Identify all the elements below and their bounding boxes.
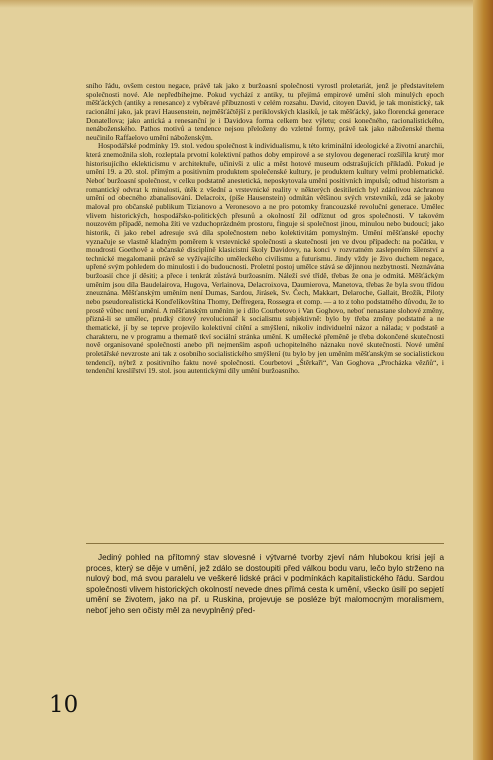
section-divider bbox=[86, 543, 444, 544]
paragraph-2: Hospodářské podmínky 19. stol. vedou společnost k individualismu, k této kriminální ideologické a životní anarchii, která znemožnila sloh, rozleptala prvotní kolektivní pathos doby empirové a se stylovou degenerací rozšířila krutý mor historisujícího eklekticismu v architektuře, učinivši z ulic a měst hotové museum odstrašujících příkladů. Pokud je umění 19. a 20. stol. přímým a positivním produktem společenské kultury, je produktem kultury velmi problematické. Neboť buržoasní společnost, v celku podstatně anestetická, neposkytovala umění positivních impulsů; odtud historism a romantický odvrat k minulosti, útěk z všední a vrstevnické reality v některých desítiletích byl zdánlivou záchranou umění od obecného zbanalisování. Delacroix, (píše Hausenstein) odmítán většinou svých vrstevníků, zdá se jakoby maloval pro občanské publikum Tizianovo a Veronesovo a ne pro potomky francouzské revoluční generace. Umělec vlivem historických, hospodářsko-politických přesunů a okolností žil odříznut od gros společnosti. V takovém nouzovém případě, nemoha žíti ve vzduchoprázdném prostoru, finguje si společnost jinou, minulou nebo budoucí; jako historik, či jako rebel adresuje svá díla společnostem nebo kolektivitám pomyslným. Umění měšťanské epochy vyznačuje se vlastně kladným poměrem k vrstevnické společnosti a skutečnosti jen ve dvou případech: na počátku, v moudrosti Goethově a občanské disciplíně klasicistní školy Davidovy, na konci v rozvratném zaslepeném šílenství a technické megalomanii právě se vyžívajícího uměleckého civilismu a futurismu. Jindy vždy je živo duchem negace, upřené svým pohledem do minulosti i do budoucnosti. Proletní postoj umělce stává se dějinnou nezbytností. Neznávána buržoasií chce jí děsiti; a přece i tenkrát zůstává buržoasním. Náleží své třídě, třebas že ona je odmítá. Měšťáckým uměním jsou díla Baudelairova, Hugova, Verlainova, Delacroixova, Daumierova, Manetova, třebas že byla svou třídou zneuznána. Měšťanským uměním není Dumas, Sardou, Jirásek, Sv. Čech, Makkart, Delaroche, Gallait, Brožík, Piloty nebo pseudorealistická Konďelíkovština Thomy, Deffregera, Rossegra et comp. — a to z toho podstatného důvodu, že to prostě vůbec není umění. A měšťanským uměním je i dílo Courbetovo i Van Goghovo, neboť nenastane slohové změny, přizná-li se umělec, prudký citový revolucionář k socialismu subjektivně: bylo by třeba změny podstatné a ne thematické, jí by se teprve projevilo kolektivní cítění a smýšlení, nikoliv individuelní názor a nálada; v podstatě a charakteru, ne v programu a thematě tkví sociální stránka umění. K umělecké přeměně je třeba dokončené skutečnosti nově organisované společnosti anebo při nejmenším aspoň uchopitelného náznaku nové skutečnosti. Nové umění proletářské nevzroste ani tak z osobního socialistického smýšlení (tu bylo by jen uměním měšťanským se socialistickou tendencí), nýbrž z positivního faktu nové společnosti. Courbetovi „Štěrkaři“, Van Goghova „Procházka vězňů“, i tendenční kreslířství 19. stol. jsou autentickými díly umění buržoasního. bbox=[86, 141, 444, 376]
paragraph-1: sního řádu, ovšem cestou negace, právě tak jako z buržoasní společnosti vyrostl proletariát, jenž je představitelem společnosti nové. Ale nepředbíhejme. Pokud vychází z antiky, tu přejímá empirové umění sloh minulých epoch měšťáckých (antiky a renesance) z vyběravé příbuznosti v celém rozsahu. David, citoyen David, je tak monistický, tak racionální jako, jak praví Hausenstein, nejměšťáčtější z periklovských klasiků, je tak měšťácký, jako florencká generace Donatellova; jako antická a renesanční je i Davidova forma celkem bez výletu; cosi konečného, racionalistického, nenáboženského. Pathos motivů a tendence nejsou přeloženy do vzletné formy, právě tak jako náboženské thema neučinilo Raffaelovo umění náboženským. bbox=[86, 81, 444, 142]
page-top-shadow bbox=[0, 0, 493, 8]
main-text-block bbox=[86, 82, 444, 376]
paragraph-3: Jediný pohled na přítomný stav slovesné i výtvarné tvorby zjeví nám hlubokou krisi její a proces, který se děje v umění, jež zdálo se dostoupiti před válkou bodu varu, lečo bylo strženo na nulový bod, má svou paralelu ve veškeré lidské práci v podmínkách kapitalistického řádu. Sardou společnosti vlivem historických okolností nevede dnes přímá cesta k umění, všecko úsilí po sepjetí umění se životem, jako na př. u Ruskina, projevuje se posléze být malomocným moralismem, neboť jeho sen očisty měl za nevyplněný před- bbox=[86, 553, 444, 615]
page-number: 10 bbox=[49, 692, 79, 718]
orange-book-edge bbox=[473, 0, 493, 760]
